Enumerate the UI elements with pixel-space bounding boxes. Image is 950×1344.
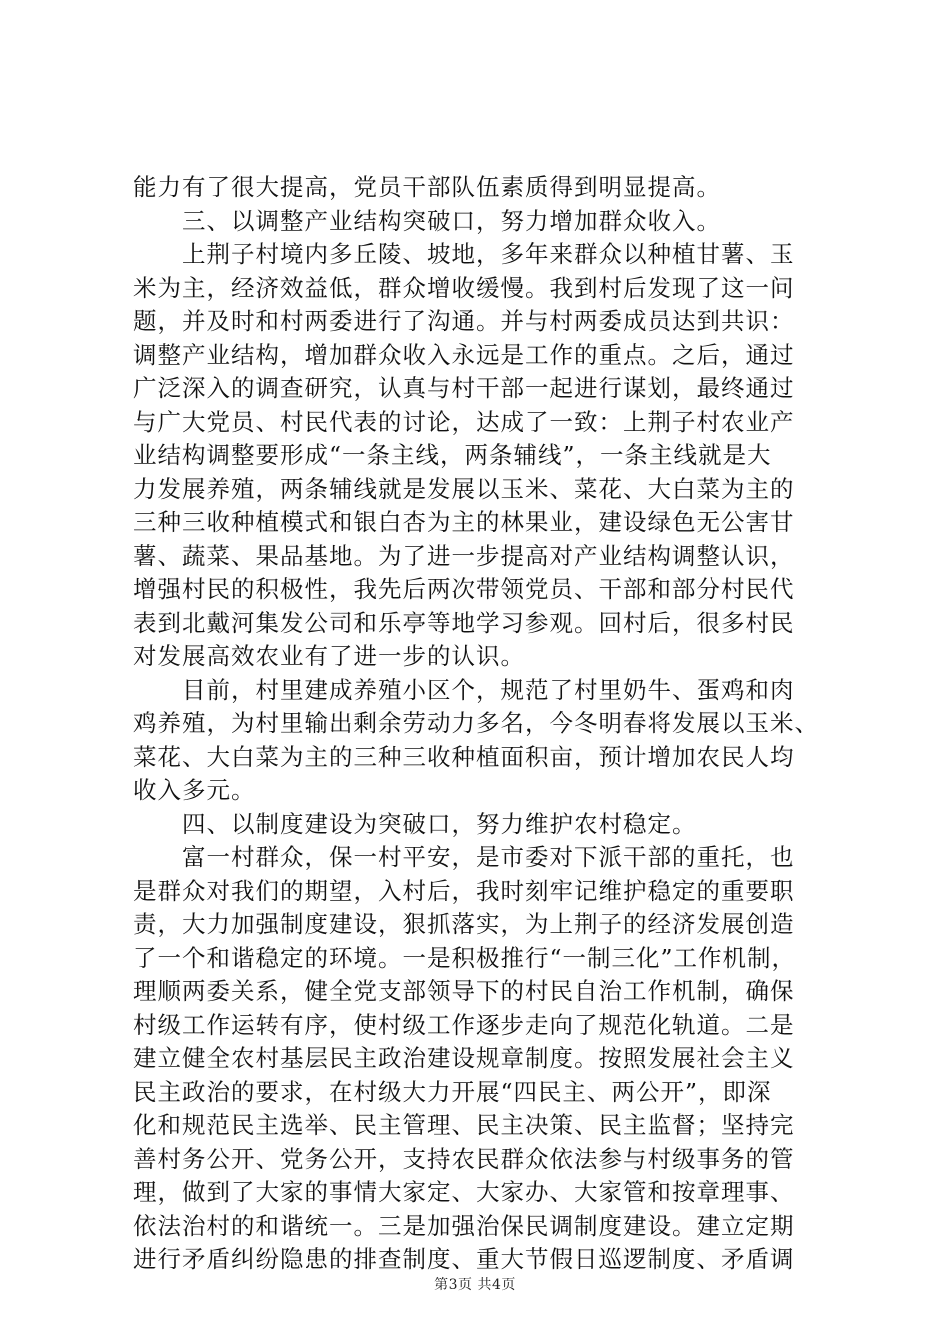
text-line: 了一个和谐稳定的环境。一是积极推行“一制三化”工作机制， [133, 943, 797, 972]
page-footer: 第3页 共4页 [434, 1277, 516, 1293]
text-line: 三种三收种植模式和银白杏为主的林果业，建设绿色无公害甘 [133, 508, 795, 536]
text-line: 三、以调整产业结构突破口，努力增加群众收入。 [133, 206, 721, 235]
text-line: 菜花、大白菜为主的三种三收种植面积亩，预计增加农民人均 [133, 742, 795, 771]
text-line: 业结构调整要形成“一条主线，两条辅线”，一条主线就是大 [133, 441, 772, 469]
text-line: 依法治村的和谐统一。三是加强治保民调制度建设。建立定期 [133, 1211, 795, 1240]
text-line: 是群众对我们的期望，入村后，我时刻牢记维护稳定的重要职 [133, 876, 795, 905]
text-line: 广泛深入的调查研究，认真与村干部一起进行谋划，最终通过 [133, 374, 795, 402]
text-line: 与广大党员、村民代表的讨论，达成了一致：上荆子村农业产 [133, 407, 795, 436]
text-line: 增强村民的积极性，我先后两次带领党员、干部和部分村民代 [133, 575, 795, 603]
text-line: 富一村群众，保一村平安，是市委对下派干部的重托，也 [133, 843, 795, 871]
text-line: 责，大力加强制度建设，狠抓落实，为上荆子的经济发展创造 [133, 910, 795, 938]
text-line: 四、以制度建设为突破口，努力维护农村稳定。 [133, 809, 697, 838]
text-line: 理，做到了大家的事情大家定、大家办、大家管和按章理事、 [133, 1178, 795, 1206]
text-line: 上荆子村境内多丘陵、坡地，多年来群众以种植甘薯、玉 [133, 240, 795, 268]
text-line: 调整产业结构，增加群众收入永远是工作的重点。之后，通过 [133, 340, 795, 369]
text-line: 进行矛盾纠纷隐患的排查制度、重大节假日巡逻制度、矛盾调 [133, 1245, 795, 1273]
text-line: 米为主，经济效益低，群众增收缓慢。我到村后发现了这一问 [133, 273, 795, 302]
text-line: 民主政治的要求，在村级大力开展“四民主、两公开”，即深 [133, 1077, 772, 1106]
text-line: 鸡养殖，为村里输出剩余劳动力多名，今冬明春将发展以玉米、 [133, 709, 819, 737]
text-line: 薯、蔬菜、果品基地。为了进一步提高对产业结构调整认识， [133, 541, 795, 570]
text-line: 化和规范民主选举、民主管理、民主决策、民主监督；坚持完 [133, 1111, 795, 1139]
text-line: 村级工作运转有序，使村级工作逐步走向了规范化轨道。二是 [133, 1010, 795, 1039]
text-line: 善村务公开、党务公开，支持农民群众依法参与村级事务的管 [133, 1144, 795, 1173]
text-line: 目前，村里建成养殖小区个，规范了村里奶牛、蛋鸡和肉 [133, 675, 795, 704]
text-line: 建立健全农村基层民主政治建设规章制度。按照发展社会主义 [133, 1044, 795, 1072]
text-line: 力发展养殖，两条辅线就是发展以玉米、菜花、大白菜为主的 [133, 474, 795, 503]
body-text [133, 171, 833, 1277]
text-line: 表到北戴河集发公司和乐亭等地学习参观。回村后，很多村民 [133, 608, 795, 637]
text-line: 对发展高效农业有了进一步的认识。 [133, 642, 525, 670]
text-line: 收入多元。 [133, 776, 256, 804]
text-line: 能力有了很大提高，党员干部队伍素质得到明显提高。 [133, 173, 721, 201]
text-line: 题，并及时和村两委进行了沟通。并与村两委成员达到共识： [133, 307, 795, 335]
text-line: 理顺两委关系，健全党支部领导下的村民自治工作机制，确保 [133, 977, 795, 1005]
